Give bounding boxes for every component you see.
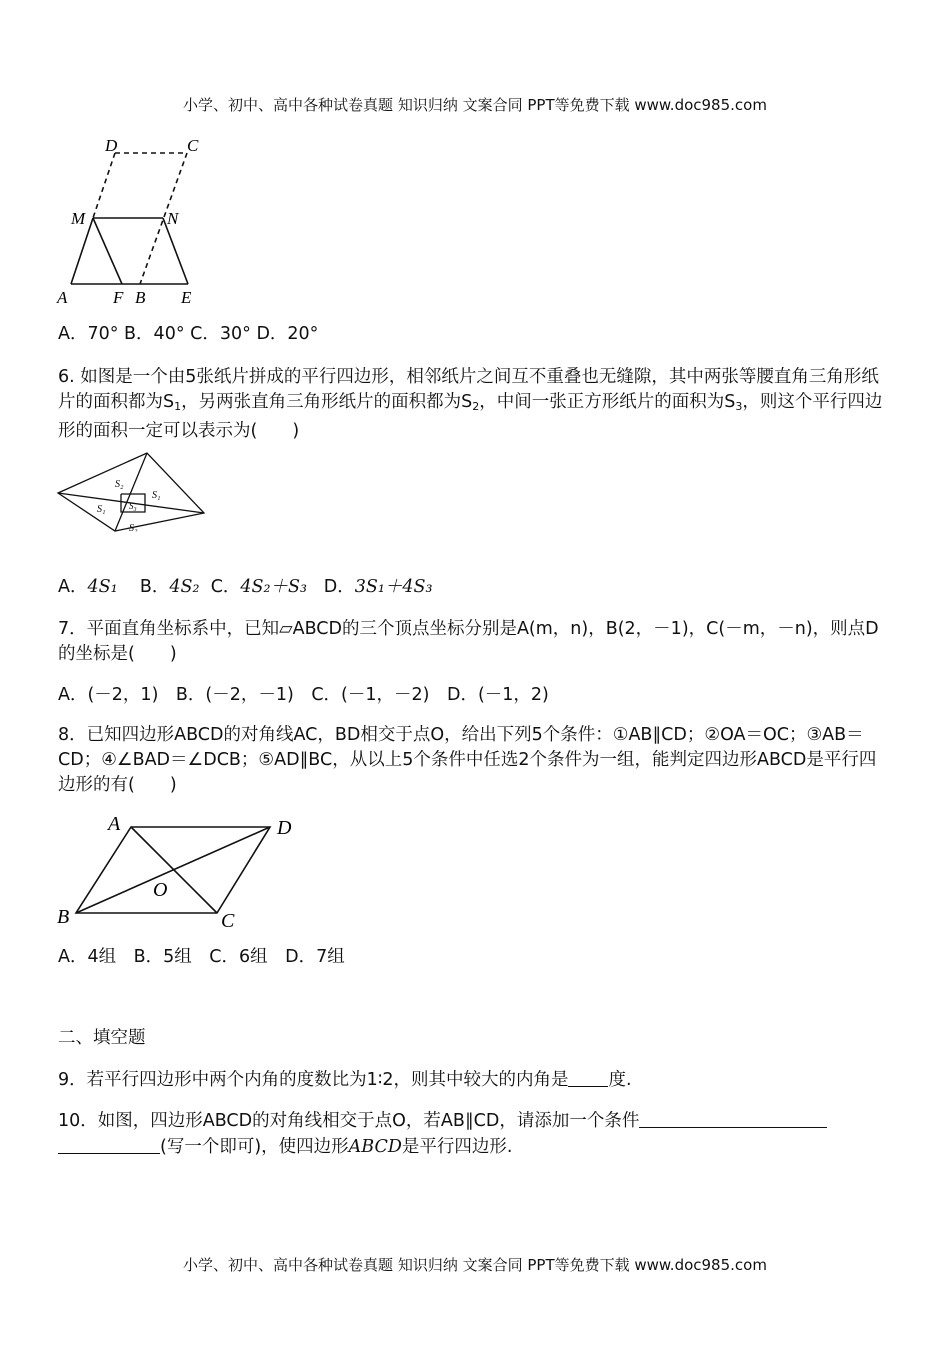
q6-sub-1: 1 (174, 400, 182, 413)
label-s1-right: S₁ (152, 490, 161, 501)
label-s2-bottom: S₂ (129, 523, 138, 532)
q6-sub-2: 2 (472, 400, 480, 413)
q5-options: A．70° B．40° C．30° D．20° (58, 324, 319, 344)
q7-options: A．(－2，1) B．(－2，－1) C．(－1，－2) D．(－1，2) (58, 685, 549, 705)
q9-text-a: 9．若平行四边形中两个内角的度数比为1∶2，则其中较大的内角是 (58, 1070, 569, 1090)
q6-sub-3: 3 (735, 400, 743, 413)
figure-q6 (55, 450, 207, 532)
q10-line-2 (58, 1135, 512, 1159)
q10-answer-blank-2[interactable] (58, 1135, 160, 1154)
q8-question: 8．已知四边形ABCD的对角线AC，BD相交于点O，给出下列5个条件：①AB∥CD；②OA＝OC；③AB＝CD；④∠BAD＝∠DCB；⑤AD∥BC，从以上5个条件中任选2个条件为一组，能判定四边形ABCD是平行四边形的有( ) (58, 725, 877, 795)
label-A: A (57, 288, 68, 307)
label-N: N (167, 209, 179, 228)
q9-text-b: 度. (608, 1070, 632, 1090)
page-header: 小学、初中、高中各种试卷真题 知识归纳 文案合同 PPT等免费下载 www.doc985.com (183, 96, 767, 114)
q6-text-c: ，中间一张正方形纸片的面积为S (479, 392, 736, 412)
label-B: B (135, 288, 146, 307)
q6-text-b: ，另两张直角三角形纸片的面积都为S (181, 392, 473, 412)
page-footer: 小学、初中、高中各种试卷真题 知识归纳 文案合同 PPT等免费下载 www.doc985.com (183, 1256, 767, 1274)
q9-answer-blank[interactable] (568, 1068, 608, 1087)
label-s1-left: S₁ (97, 504, 106, 515)
q6-opt-c: 4S₂＋S₃ (240, 577, 308, 597)
q10-line-1 (58, 1109, 827, 1133)
label-D: D (277, 817, 292, 839)
label-s2-top: S₂ (115, 479, 124, 490)
q9-question (58, 1068, 632, 1092)
label-F: F (113, 288, 124, 307)
q10-text-c: 是平行四边形. (401, 1137, 513, 1157)
q10-text-italic: ABCD (348, 1137, 402, 1157)
q10-answer-blank-1[interactable] (639, 1109, 827, 1128)
label-E: E (181, 288, 192, 307)
q6-question (58, 365, 893, 444)
q6-text-a: 6. 如图是一个由5张纸片拼成的平行四边形，相邻纸片之间互不重叠也无缝隙，其中两张等腰直角三角形纸片的面积都为S (58, 367, 879, 412)
label-O: O (153, 879, 168, 901)
label-s3: S₃ (129, 501, 137, 511)
q8-options: A．4组 B．5组 C．6组 D．7组 (58, 947, 345, 967)
q6-opt-c-label: C． (210, 577, 241, 597)
label-M: M (71, 209, 86, 228)
label-B: B (57, 906, 70, 928)
q6-opt-a: 4S₁ (87, 577, 118, 597)
label-C: C (221, 910, 235, 932)
q6-opt-d: 3S₁＋4S₃ (354, 577, 433, 597)
q6-opt-b: 4S₂ (169, 577, 200, 597)
label-C: C (187, 136, 199, 155)
q6-options (58, 575, 433, 599)
label-A: A (108, 813, 121, 835)
q6-opt-b-label: B． (139, 577, 170, 597)
label-D: D (105, 136, 118, 155)
q10-text-b: (写一个即可)，使四边形 (160, 1137, 349, 1157)
section-title: 二、填空题 (58, 1028, 146, 1048)
q7-question: 7．平面直角坐标系中，已知▱ABCD的三个顶点坐标分别是A(m，n)，B(2，－1)，C(－m，－n)，则点D的坐标是( ) (58, 619, 879, 664)
figure-q8 (55, 810, 305, 935)
q6-opt-d-label: D． (323, 577, 355, 597)
q6-text-d: ，则这个平行四边形的面积一定可以表示为( ) (58, 392, 883, 441)
q6-opt-a-label: A． (58, 577, 88, 597)
q10-text-a: 10．如图，四边形ABCD的对角线相交于点O，若AB∥CD，请添加一个条件 (58, 1111, 640, 1131)
figure-q5 (55, 132, 215, 310)
